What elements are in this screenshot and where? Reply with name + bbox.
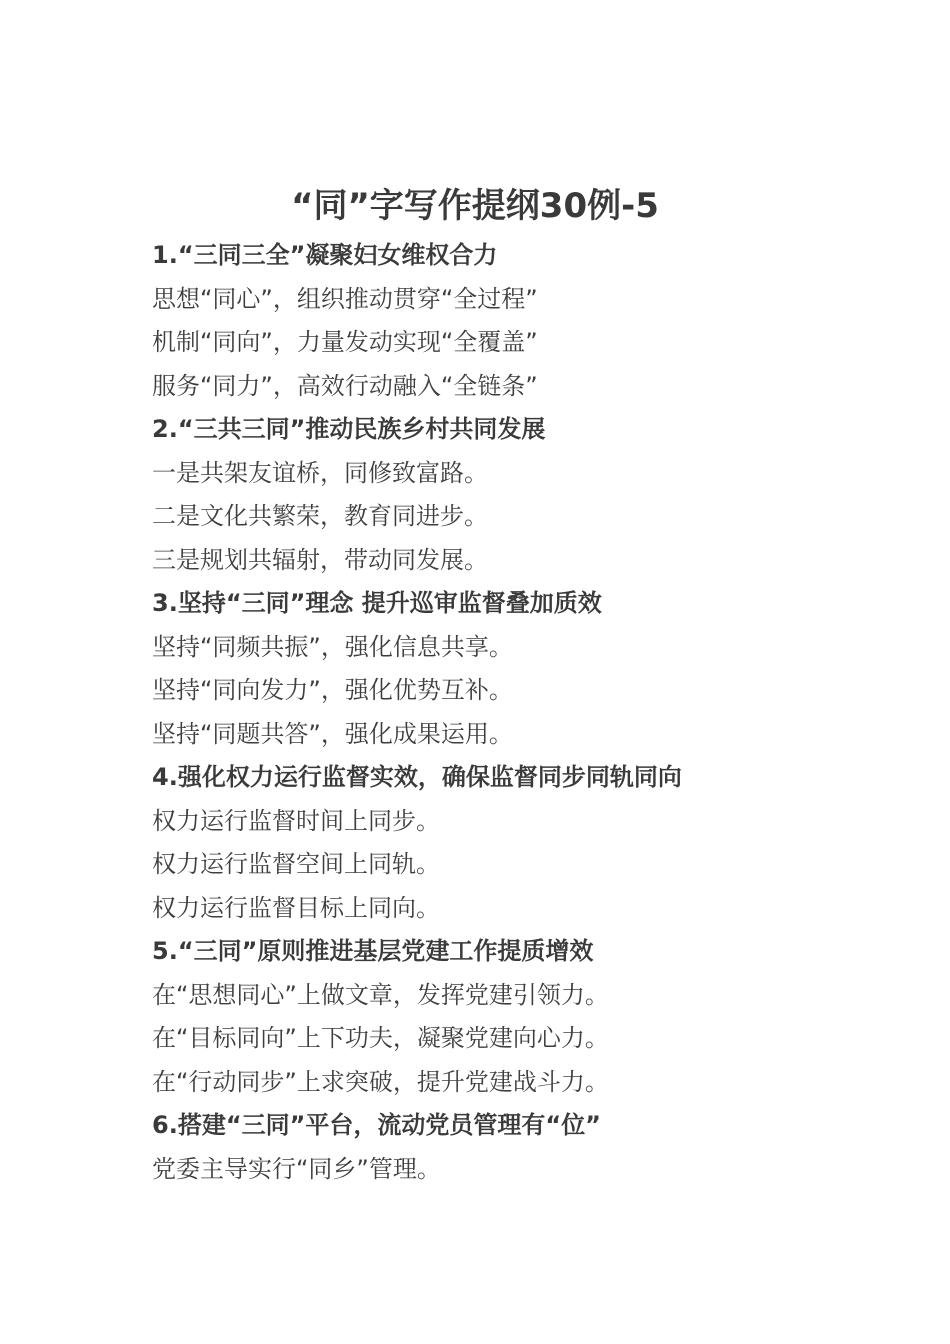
section-5-line-1: 在“思想同心”上做文章，发挥党建引领力。 bbox=[152, 980, 609, 1009]
section-1-line-2: 机制“同向”，力量发动实现“全覆盖” bbox=[152, 328, 538, 356]
section-4-line-3: 权力运行监督目标上同向。 bbox=[152, 893, 440, 922]
section-6-line-1: 党委主导实行“同乡”管理。 bbox=[152, 1154, 441, 1183]
section-heading-1: 1.“三同三全”凝聚妇女维权合力 bbox=[152, 241, 498, 269]
section-heading-6: 6.搭建“三同”平台，流动党员管理有“位” bbox=[152, 1111, 601, 1139]
section-5-line-3: 在“行动同步”上求突破，提升党建战斗力。 bbox=[152, 1067, 609, 1096]
document-body bbox=[152, 234, 912, 1191]
section-1-line-3: 服务“同力”，高效行动融入“全链条” bbox=[152, 371, 538, 400]
section-2-line-2: 二是文化共繁荣，教育同进步。 bbox=[152, 502, 488, 530]
section-2-line-1: 一是共架友谊桥，同修致富路。 bbox=[152, 458, 488, 487]
document-title: “同”字写作提纲30例-5 bbox=[291, 186, 659, 226]
section-2-line-3: 三是规划共辐射，带动同发展。 bbox=[152, 545, 488, 574]
section-4-line-1: 权力运行监督时间上同步。 bbox=[152, 806, 440, 835]
section-1-line-1: 思想“同心”，组织推动贯穿“全过程” bbox=[152, 284, 538, 313]
section-heading-5: 5.“三同”原则推进基层党建工作提质增效 bbox=[152, 937, 594, 965]
section-4-line-2: 权力运行监督空间上同轨。 bbox=[152, 850, 440, 878]
section-3-line-1: 坚持“同频共振”，强化信息共享。 bbox=[152, 632, 513, 661]
section-heading-4: 4.强化权力运行监督实效，确保监督同步同轨同向 bbox=[152, 763, 682, 791]
section-heading-2: 2.“三共三同”推动民族乡村共同发展 bbox=[152, 415, 546, 443]
section-3-line-3: 坚持“同题共答”，强化成果运用。 bbox=[152, 719, 513, 748]
section-3-line-2: 坚持“同向发力”，强化优势互补。 bbox=[152, 676, 513, 704]
section-5-line-2: 在“目标同向”上下功夫，凝聚党建向心力。 bbox=[152, 1024, 609, 1052]
section-heading-3: 3.坚持“三同”理念 提升巡审监督叠加质效 bbox=[152, 589, 602, 617]
